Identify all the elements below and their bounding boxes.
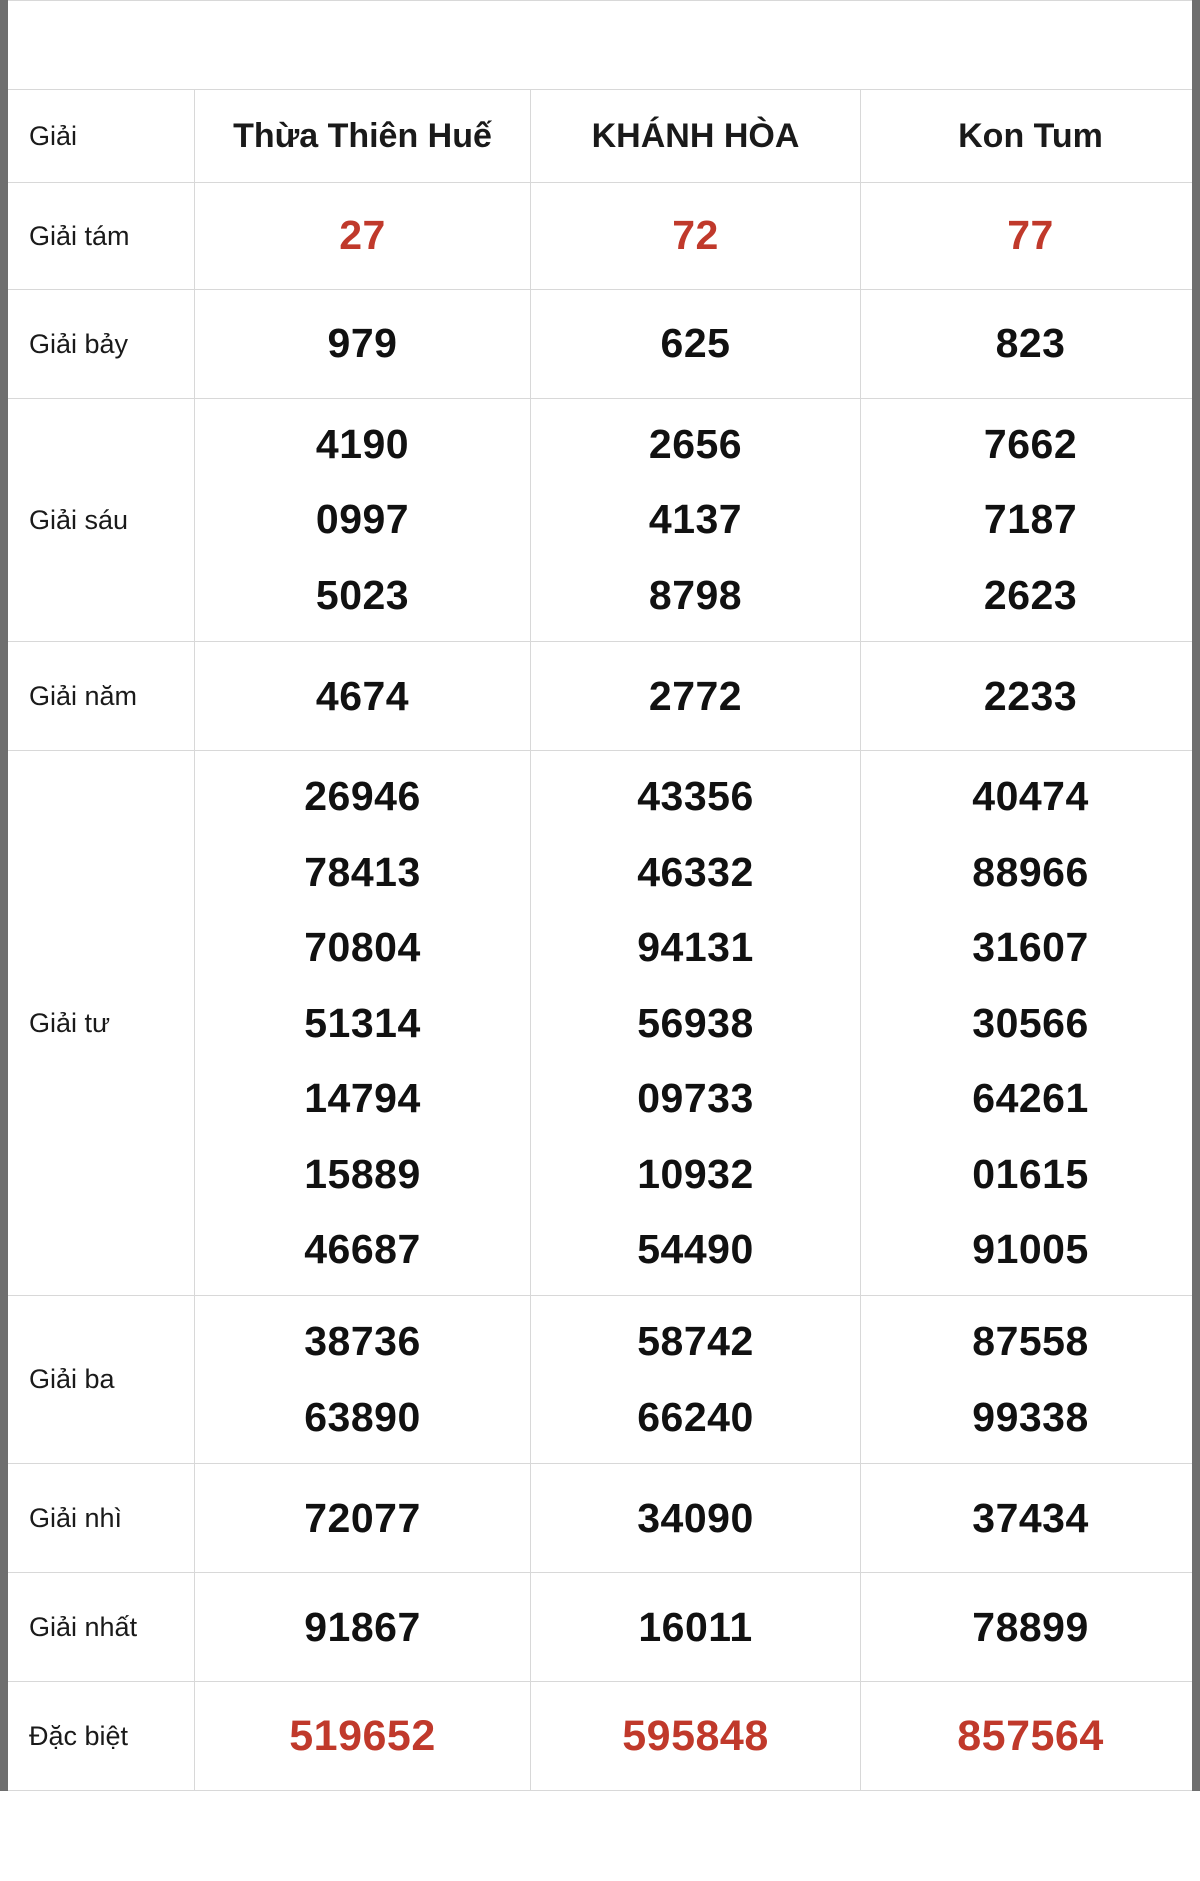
table-row [1,751,1200,1296]
prize-numbers-khanhhoa [531,290,861,399]
number: 64261 [972,1075,1089,1122]
number: 37434 [972,1494,1089,1541]
prize-numbers-khanhhoa [531,1682,861,1791]
prize-numbers-hue [195,1573,531,1682]
number: 30566 [972,999,1089,1046]
prize-label: Giải năm [1,642,195,751]
prize-label: Giải ba [1,1296,195,1464]
prize-label: Giải sáu [1,399,195,642]
number: 857564 [957,1711,1104,1760]
number: 10932 [637,1150,754,1197]
number: 0997 [315,496,410,543]
number: 58742 [637,1318,754,1365]
prize-label: Giải nhất [1,1573,195,1682]
table-header-row [1,90,1200,183]
number: 8798 [648,571,743,618]
prize-numbers-kontum [861,751,1200,1296]
number: 7662 [983,421,1078,467]
prize-numbers-hue [195,642,531,751]
prize-label: Giải bảy [1,290,195,399]
prize-numbers-kontum [861,1296,1200,1464]
number: 94131 [637,924,754,971]
prize-numbers-kontum [861,1682,1200,1791]
table-row [1,642,1200,751]
number: 56938 [637,999,754,1046]
number: 91005 [972,1225,1089,1272]
prize-numbers-hue [195,399,531,642]
prize-numbers-kontum [861,1573,1200,1682]
prize-numbers-khanhhoa [531,642,861,751]
number: 16011 [638,1603,753,1650]
number: 46332 [637,848,754,895]
number: 625 [660,320,731,367]
number: 91867 [304,1603,421,1650]
number: 88966 [972,848,1089,895]
prize-numbers-kontum [861,1464,1200,1573]
number: 87558 [972,1318,1089,1365]
prize-numbers-hue [195,1682,531,1791]
number: 15889 [304,1150,421,1197]
right-margin [1192,0,1200,1791]
number: 70804 [304,924,421,971]
number: 40474 [972,773,1089,820]
number: 78413 [304,848,421,895]
prize-label: Giải tám [1,183,195,290]
number: 46687 [304,1225,421,1272]
prize-numbers-hue [195,290,531,399]
number: 72077 [304,1494,421,1541]
number: 51314 [304,999,421,1046]
table-row [1,1296,1200,1464]
column-header-khanhhoa: KHÁNH HÒA [531,90,861,183]
table-row [1,183,1200,290]
prize-numbers-khanhhoa [531,1296,861,1464]
number: 27 [339,212,386,259]
number: 38736 [304,1318,421,1365]
prize-label: Giải tư [1,751,195,1296]
number: 4190 [315,421,410,467]
prize-numbers-khanhhoa [531,183,861,290]
number: 26946 [304,773,421,820]
prize-numbers-khanhhoa [531,751,861,1296]
table-title-row [1,1,1200,90]
number: 595848 [622,1711,769,1760]
table-row [1,290,1200,399]
number: 54490 [637,1225,754,1272]
number: 5023 [315,571,410,618]
number: 34090 [637,1494,754,1541]
number: 43356 [637,773,754,820]
number: 09733 [637,1075,754,1122]
column-header-kontum: Kon Tum [861,90,1200,183]
number: 519652 [289,1711,436,1760]
number: 31607 [972,924,1089,971]
left-margin [0,0,8,1791]
prize-numbers-hue [195,751,531,1296]
number: 63890 [304,1393,421,1440]
number: 77 [1007,212,1054,259]
number: 2772 [648,672,743,719]
table-row [1,1682,1200,1791]
number: 2656 [648,421,743,467]
number: 99338 [972,1393,1089,1440]
number: 78899 [972,1603,1089,1650]
prize-numbers-kontum [861,642,1200,751]
column-header-prize: Giải [1,90,195,183]
prize-numbers-khanhhoa [531,1573,861,1682]
prize-numbers-hue [195,183,531,290]
prize-numbers-khanhhoa [531,1464,861,1573]
prize-numbers-kontum [861,290,1200,399]
column-header-hue: Thừa Thiên Huế [195,90,531,183]
number: 14794 [304,1075,421,1122]
number: 823 [995,320,1066,367]
prize-numbers-kontum [861,183,1200,290]
number: 2233 [983,672,1078,719]
number: 2623 [983,571,1078,618]
number: 01615 [972,1150,1089,1197]
number: 979 [327,320,398,367]
table-row [1,1573,1200,1682]
page-title: Xổ số Miền Trung Chủ Nhật 08-12-2024 [1,1,1200,90]
prize-numbers-khanhhoa [531,399,861,642]
number: 72 [672,212,719,259]
number: 7187 [983,496,1078,543]
number: 4674 [315,672,410,719]
prize-numbers-hue [195,1464,531,1573]
number: 66240 [637,1393,754,1440]
prize-label: Giải nhì [1,1464,195,1573]
table-row [1,399,1200,642]
prize-label: Đặc biệt [1,1682,195,1791]
number: 4137 [648,496,743,543]
prize-numbers-kontum [861,399,1200,642]
prize-numbers-hue [195,1296,531,1464]
table-row [1,1464,1200,1573]
